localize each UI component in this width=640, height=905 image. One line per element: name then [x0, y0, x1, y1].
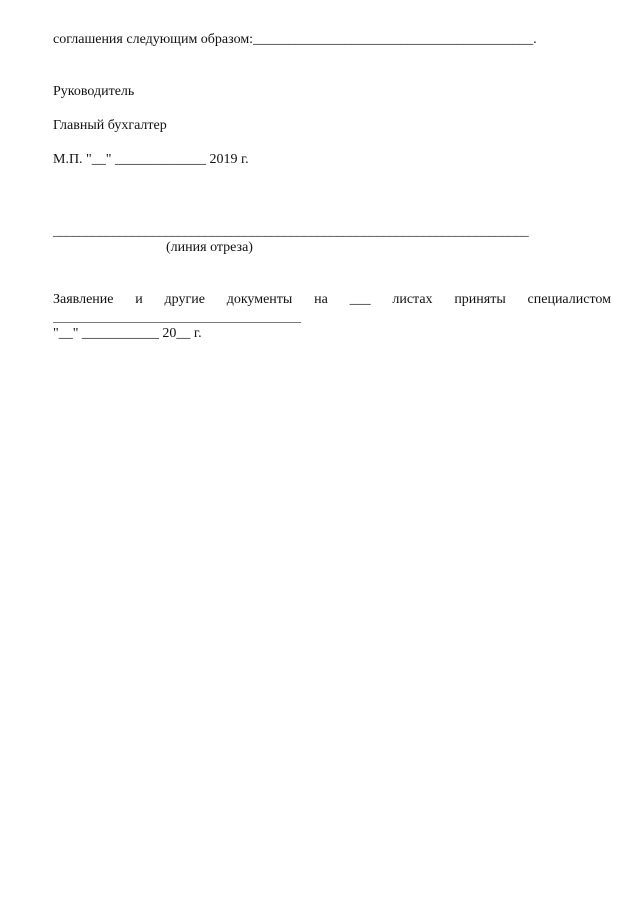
acceptance-date-line: "__" ___________ 20__ г.	[53, 326, 202, 341]
agreement-text-line: соглашения следующим образом:________________________________________.	[53, 32, 537, 47]
cut-line: ________________________________________________________________________	[53, 224, 529, 239]
chief-accountant-signature-label: Главный бухгалтер	[53, 118, 167, 133]
acceptance-statement: Заявление и другие документы на ___ листах приняты специалистом	[53, 292, 611, 307]
stamp-date-line: М.П. "__" _____________ 2019 г.	[53, 152, 249, 167]
head-signature-label: Руководитель	[53, 84, 135, 99]
cut-line-caption: (линия отреза)	[166, 240, 253, 255]
specialist-signature-underline	[53, 322, 301, 323]
